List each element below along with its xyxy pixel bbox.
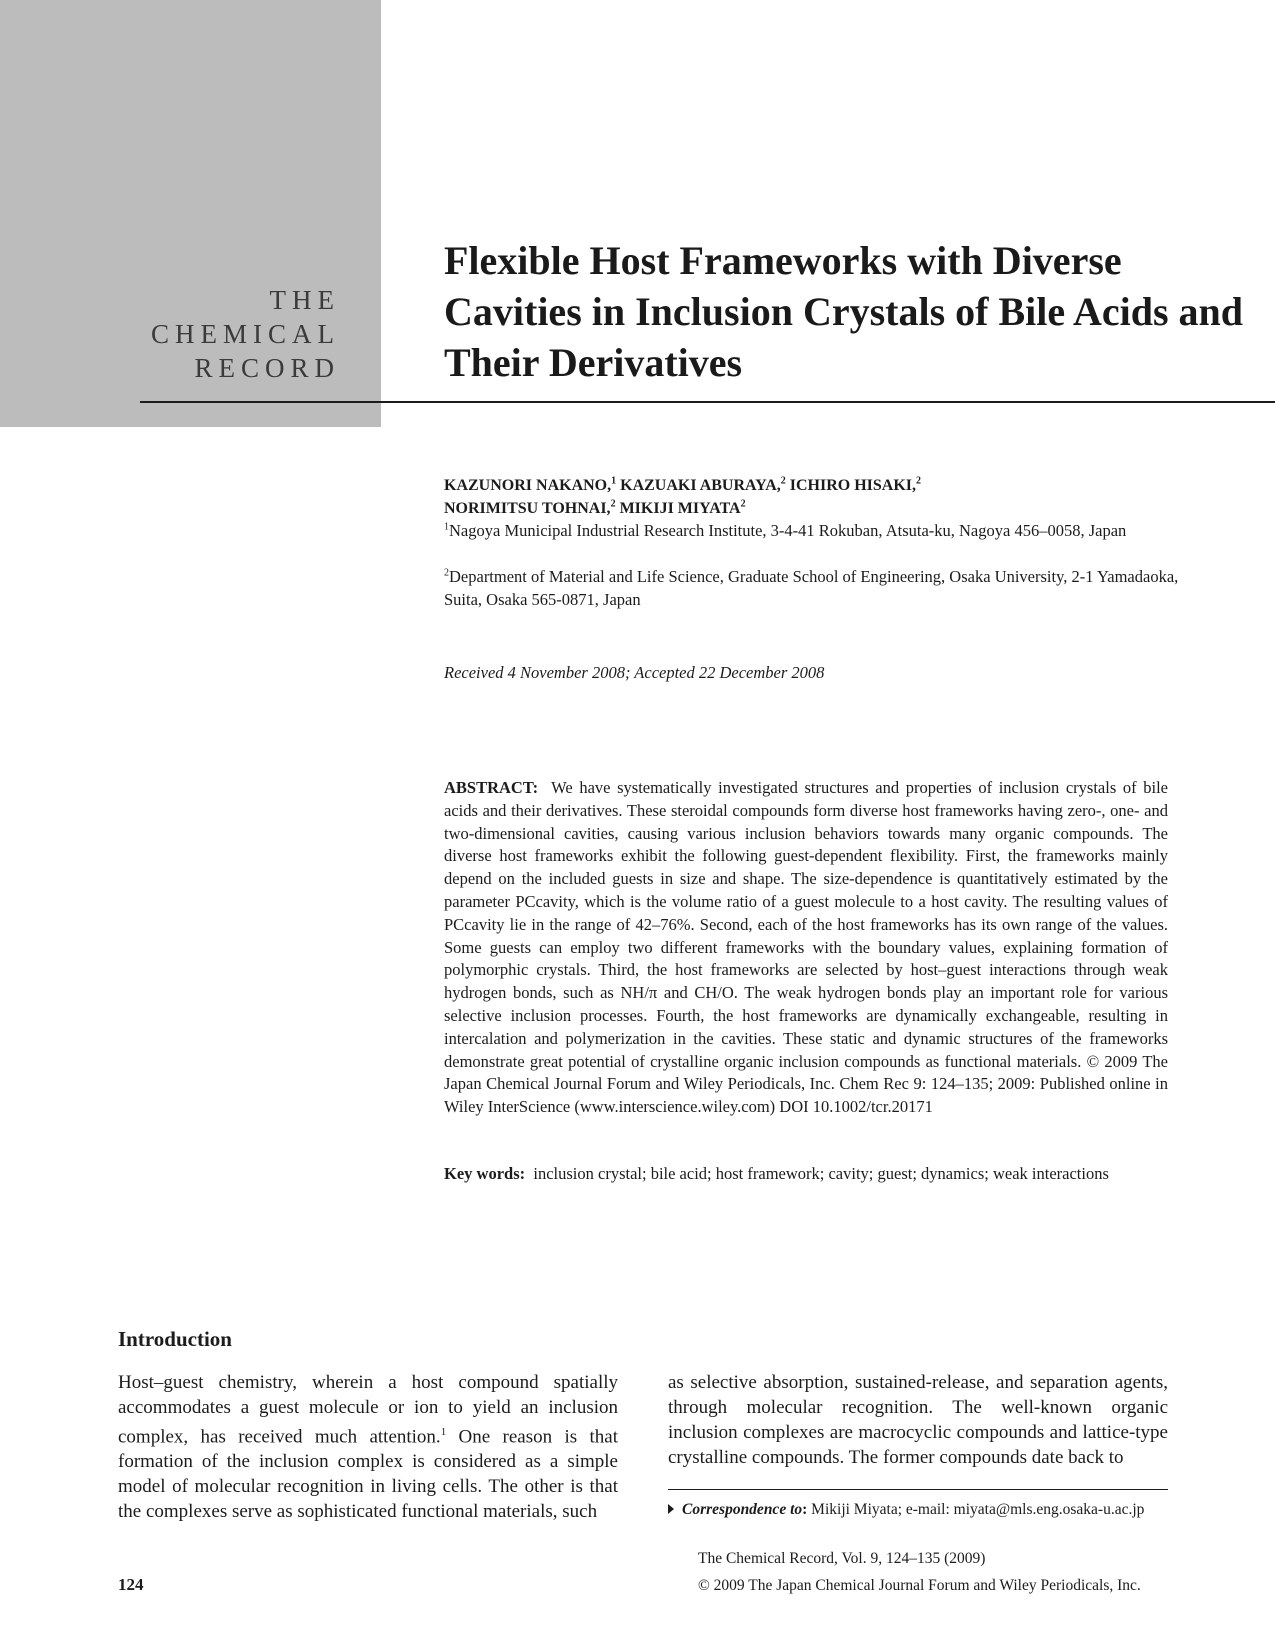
affiliation-text: Department of Material and Life Science, Graduate School of Engineering, Osaka University, 2-1 Yamadaoka, Suita, Osaka 565-0871, Japan (444, 567, 1179, 609)
author-name: NORIMITSU TOHNAI, (444, 500, 611, 517)
correspondence-footnote (668, 1500, 1188, 1520)
affiliation-text: Nagoya Municipal Industrial Research Institute, 3-4-41 Rokuban, Atsuta-ku, Nagoya 456–0058, Japan (449, 521, 1127, 540)
correspondence-label: Correspondence to (682, 1501, 803, 1518)
intro-text: One reason is that formation of the inclusion complex is considered as a simple model of molecular recognition in living cells. The other is that the complexes serve as sophisticated functional materials, such (118, 1426, 618, 1523)
abstract-label: ABSTRACT: (444, 778, 539, 797)
intro-column-right: as selective absorption, sustained-release, and separation agents, through molecular recognition. The well-known organic inclusion complexes are macrocyclic compounds and lattice-type crystalline compounds. The former compounds date back to (668, 1372, 1168, 1468)
affiliation-1 (444, 519, 1179, 542)
correspondence-text: Mikiji Miyata; e-mail: miyata@mls.eng.osaka-u.ac.jp (807, 1501, 1145, 1518)
section-heading-introduction: Introduction (118, 1327, 232, 1351)
author-affiliation-mark: 2 (740, 498, 746, 510)
author-affiliation-mark: 2 (916, 475, 922, 487)
copyright-notice: © 2009 The Japan Chemical Journal Forum and Wiley Periodicals, Inc. (698, 1577, 1141, 1594)
footnote-rule (668, 1489, 1168, 1490)
journal-name-line-1: THE (269, 285, 340, 315)
affiliation-mark: 2 (444, 567, 449, 579)
reference-mark: 1 (440, 1426, 447, 1438)
keywords-label: Key words: (444, 1164, 526, 1183)
abstract (444, 777, 1168, 1119)
title-rule (140, 401, 1275, 403)
journal-citation: The Chemical Record, Vol. 9, 124–135 (2009) (698, 1550, 986, 1567)
journal-name-line-2: CHEMICAL (151, 319, 340, 349)
author-affiliation-mark: 1 (611, 475, 617, 487)
author-affiliation-mark: 2 (780, 475, 786, 487)
page-number: 124 (118, 1575, 144, 1594)
triangle-right-icon (668, 1504, 674, 1514)
author-list (444, 474, 1204, 520)
correspondence-colon: : (802, 1501, 808, 1518)
affiliation-mark: 1 (444, 521, 449, 533)
author-name: KAZUNORI NAKANO, (444, 477, 612, 494)
author-affiliation-mark: 2 (610, 498, 616, 510)
abstract-text: We have systematically investigated structures and properties of inclusion crystals of bile acids and their derivatives. These steroidal compounds form diverse host frameworks having zero-, one- and two-dimensional cavities, causing various inclusion behaviors towards many organic compounds. The diverse host frameworks exhibit the following guest-dependent flexibility. First, the frameworks mainly depend on the included guests in size and shape. The size-dependence is quantitatively estimated by the parameter PCcavity, which is the volume ratio of a guest molecule to a host cavity. The resulting values of PCcavity lie in the range of 42–76%. Second, each of the host frameworks has its own range of the values. Some guests can employ two different frameworks with the boundary values, explaining formation of polymorphic crystals. Third, the host frameworks are selected by host–guest interactions through weak hydrogen bonds, such as NH/π and CH/O. The weak hydrogen bonds play an important role for various selective inclusion processes. Fourth, the host frameworks are dynamically exchangeable, resulting in intercalation and polymerization in the cavities. These static and dynamic structures of the frameworks demonstrate great potential of crystalline organic inclusion compounds as functional materials. © 2009 The Japan Chemical Journal Forum and Wiley Periodicals, Inc. Chem Rec 9: 124–135; 2009: Published online in Wiley InterScience (www.interscience.wiley.com) DOI 10.1002/tcr.20171 (444, 778, 1168, 1117)
received-dates: Received 4 November 2008; Accepted 22 December 2008 (444, 663, 825, 682)
journal-name (151, 283, 340, 385)
author-name: MIKIJI MIYATA (619, 500, 741, 517)
keywords-text: inclusion crystal; bile acid; host framework; cavity; guest; dynamics; weak interactions (533, 1164, 1109, 1183)
author-name: KAZUAKI ABURAYA, (620, 477, 781, 494)
keywords (444, 1163, 1184, 1185)
intro-column-left (118, 1370, 618, 1524)
intro-text: Host–guest chemistry, wherein a host compound spatially accommodates a guest molecule or ion to yield an inclusion complex, has received much attention. (118, 1372, 618, 1448)
affiliation-2 (444, 565, 1179, 611)
article-title: Flexible Host Frameworks with Diverse Cavities in Inclusion Crystals of Bile Acids and Their Derivatives (444, 238, 1244, 385)
author-name: ICHIRO HISAKI, (789, 477, 917, 494)
journal-name-line-3: RECORD (194, 353, 340, 383)
